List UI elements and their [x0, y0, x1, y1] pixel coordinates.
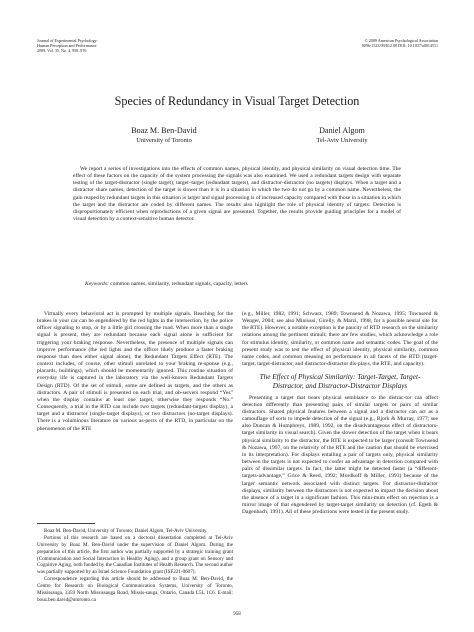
paper-title: Species of Redundancy in Visual Target Detection [114, 94, 360, 108]
footnote-author-note: Boaz M. Ben-David, University of Toronto; Daniel Algom, Tel-Aviv University. [44, 528, 208, 534]
abstract-text: We report a series of investigations into the effects of common names, physical identity, and physical similarity on visual detection time. The effect of these factors on the capacity of the system processing the signals was also examined. We used a redundant targets design with separate testing of the target-distractor (single target), target–target (redundant targets), and distractor-distractor (no targets) displays. When a target and a distractor share names, detection of the target is slower than it is in a situation in which the two do not go by a common name. Nevertheless, the gain reaped by redundant targets in this situation is larger and signal processing is of increased capacity compared with those in a situation in which the target and the distractor are coded by different names. The results also highlight the role of physical identity of targets: Detection is disproportionately efficient when reproductions of a given signal are presented. Together, the results provide guiding principles for a model of visual detection by a context-sensitive human detector. [73, 166, 402, 223]
keywords-text: common names, similarity, redundant signals, capacity, letters [110, 281, 248, 287]
section-heading: The Effect of Physical Similarity: Target-Target, Target- Distractor, and Distractor-Distractor Displays [259, 373, 421, 391]
body-paragraph: Presenting a target that bears physical semblance to the distrac-tor can affect detection differently than presenting pairs of similar targets or pairs of similar distractors. Shared physical features between a signal and a distractor can act as a camouflage of sorts to impede detection of the signal (e.g., Bjork & Murray, 1977; see also Duncan & Humphreys, 1989, 1992, on the disadvantageous effect of distractors-target similarity in visual search). Given the slower detection of the target when it bears physical similarity to the distractor, the RTE is expected to be larger (consult Townsend & Nozawa, 1997, on the relativity of the RTE and the caution that should be exercised in its interpretation). For displays entailing a pair of targets only, physical similarity between the targets is not expected to confer an advantage in detection compared with pairs of dissimilar targets. In fact, the latter might be detected faster (a “different-targets-advantage,” Grice & Reed, 1992; Mordkoff & Miller, 1993) because of the larger semantic network associated with distinct targets. For distractor-distractor displays, similarity between the distractors is not expected to impact the decision about the absence of a target in a significant fashion. This mini-mum effect on rejection is a mirror image of that engendered by target-target similarity on detection (cf. Egeth & Dagenbach, 1991). All of these predictions were tested in the present study. [242, 394, 439, 516]
author-block [292, 126, 392, 145]
left-column [37, 311, 233, 433]
keywords [85, 281, 401, 288]
copyright-line: 0096-1523/09/$12.00 DOI: 10.1037/a0014511 [361, 43, 438, 49]
copyright-block [362, 38, 438, 48]
author-block [104, 126, 224, 145]
body-paragraph: Virtually every behavioral act is prompted by multiple signals. Reaching for the brakes in your car can be engendered by the red lights in the intersection, by the police officer signaling to stop, or by a little girl crossing the road. When more than a single signal is present, they are redundant because each signal alone is sufficient for triggering your braking response. Nevertheless, the presence of multiple signals can improve performance (the red lights and the officer likely produce a faster braking response than does either signal alone), the Redundant Targets Effect (RTE). The context includes, of course, other stimuli unrelated to your braking re-sponse (e.g., placards, buildings), which should be momentarily ignored. This routine situation of everyday life is captured in the laboratory via the well-known Redundant Targets Design (RTD). Of the set of stimuli, some are defined as targets, and the others as distractors. A pair of stimuli is presented on each trial, and ob-servers respond “Yes” when the display contains at least one target, otherwise they responds “No.” Consequently, a trial in the RTD can include two targets (redundant-targets display), a target and a distractor (single-target displays), or two distractors (no-target displays). There is a voluminous literature on various as-pects of the RTD, in particular on the phenomenon of the RTE [37, 311, 234, 432]
author-name: Daniel Algom [319, 126, 365, 135]
footnote-correspondence: Correspondence regarding this article should be addressed to Boaz M. Ben-David, the Centre for Research on Biological Communication Systems, University of Toronto, Mississauga, 3359 North Mississauga Road, Missis-sauga, Ontario, Canada L5L 1C6. E-mail: bouz.ben.david@utoronto.ca [37, 576, 234, 603]
footnotes [37, 528, 233, 604]
footnote-divider [37, 523, 95, 524]
journal-citation [37, 38, 98, 53]
journal-line: Journal of Experimental Psychology: [37, 38, 98, 43]
journal-line: Human Perception and Performance [37, 43, 97, 49]
footnote-funding-note: Portions of this research are based on a doctoral dissertation completed at Tel-Aviv University by Boaz M. Ben-David under the supervision of Daniel Algom. During the preparation of this article, the first author was partially supported by a strategic training grant (Communication and Social Interaction in Healthy Aging), and a group grant on Sensory and Cognitive Aging, both funded by the Canadian Institutes of Health Research. The second author was partially supported by an Israel Science Foundation grant (ISF221-0607). [37, 535, 234, 576]
copyright-line: © 2009 American Psychological Association [364, 38, 438, 43]
keywords-label: Keywords: [85, 281, 109, 287]
right-column [242, 311, 438, 516]
journal-line: 2009, Vol. 35, No. 4, 958–976 [37, 48, 87, 54]
page-number: 958 [233, 612, 241, 617]
author-affiliation: University of Toronto [136, 136, 192, 144]
author-affiliation: Tel-Aviv University [316, 136, 368, 144]
author-name: Boaz M. Ben-David [131, 126, 197, 135]
body-paragraph: (e.g., Miller, 1982, 1991; Schwarz, 1989; Townsend & Nozawa, 1995; Townsend & Wenger, 2004; see also Miniussi, Girelly, & Marzi, 1998, for a possible neural site for the RTE). However, a notable exception is the paucity of RTD research on the similarity relations among the pertinent stimuli; there are few studies, which acknowledge a role for stimulus identity, similarity, or common name and semantic codes. The goal of the present study was to test the effect of physical identity, physical similarity, common name codes, and common meaning on performance in all facets of the RTD (target-target, target-distractor, and distractor-distractor dis-plays, the RTE, and capacity). [242, 311, 439, 368]
abstract [73, 166, 401, 223]
